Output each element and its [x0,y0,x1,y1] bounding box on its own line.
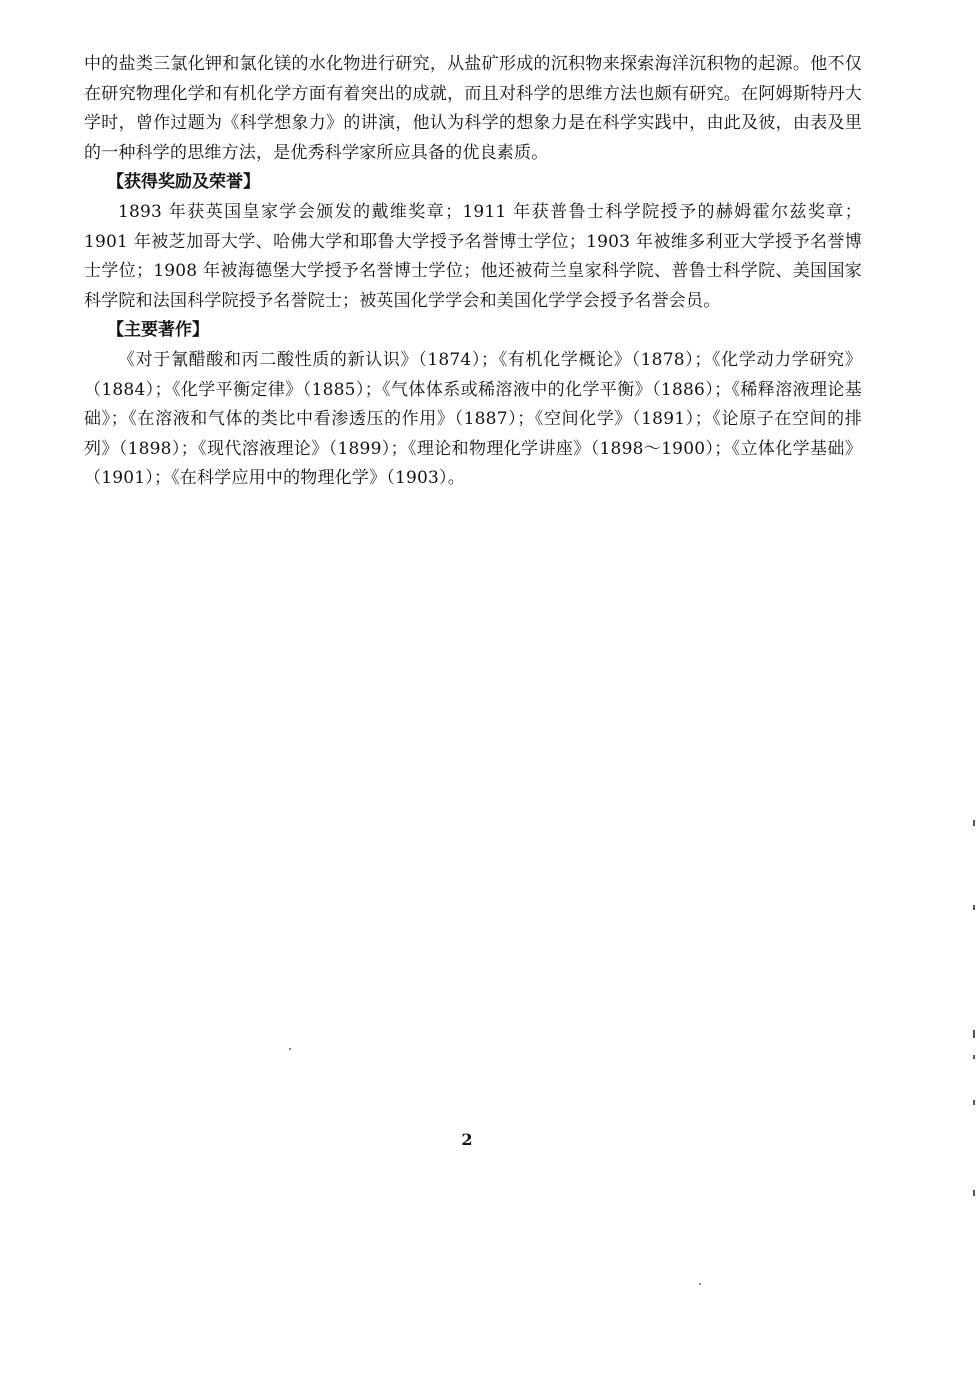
works-paragraph: 《对于氰醋酸和丙二酸性质的新认识》（1874）；《有机化学概论》（1878）；《化学动力学研究》（1884）；《化学平衡定律》（1885）；《气体体系或稀溶液中的化学平衡》（1886）；《稀释溶液理论基础》；《在溶液和气体的类比中看渗透压的作用》（1887）；《空间化学》（1891）；《论原子在空间的排列》（1898）；《现代溶液理论》（1899）；《理论和物理化学讲座》（1898～1900）；《立体化学基础》（1901）；《在科学应用中的物理化学》（1903）。 [84,349,862,489]
scan-speck [289,1048,291,1050]
page-content [84,50,862,494]
scan-edge-mark [973,1055,975,1059]
scan-edge-mark [973,1190,975,1196]
intro-paragraph: 中的盐类三氯化钾和氯化镁的水化物进行研究，从盐矿形成的沉积物来探索海洋沉积物的起源。他不仅在研究物理化学和有机化学方面有着突出的成就，而且对科学的思维方法也颇有研究。在阿姆斯特丹大学时，曾作过题为《科学想象力》的讲演，他认为科学的想象力是在科学实践中，由此及彼，由表及里的一种科学的思维方法，是优秀科学家所应具备的优良素质。 [84,54,862,163]
awards-paragraph: 1893 年获英国皇家学会颁发的戴维奖章；1911 年获普鲁士科学院授予的赫姆霍尔兹奖章；1901 年被芝加哥大学、哈佛大学和耶鲁大学授予名誉博士学位；1903 年被维多利亚大学授予名誉博士学位；1908 年被海德堡大学授予名誉博士学位；他还被荷兰皇家科学院、普鲁士科学院、美国国家科学院和法国科学院授予名誉院士；被英国化学学会和美国化学学会授予名誉会员。 [84,201,862,311]
scan-edge-mark [973,1030,975,1038]
page-number: 2 [461,1130,473,1149]
scan-speck [699,1283,701,1285]
works-heading: 【主要著作】 [107,320,209,341]
awards-heading: 【获得奖励及荣誉】 [107,172,260,193]
scan-edge-mark [973,820,975,826]
scan-edge-mark [973,1100,975,1105]
scan-edge-mark [973,905,975,910]
